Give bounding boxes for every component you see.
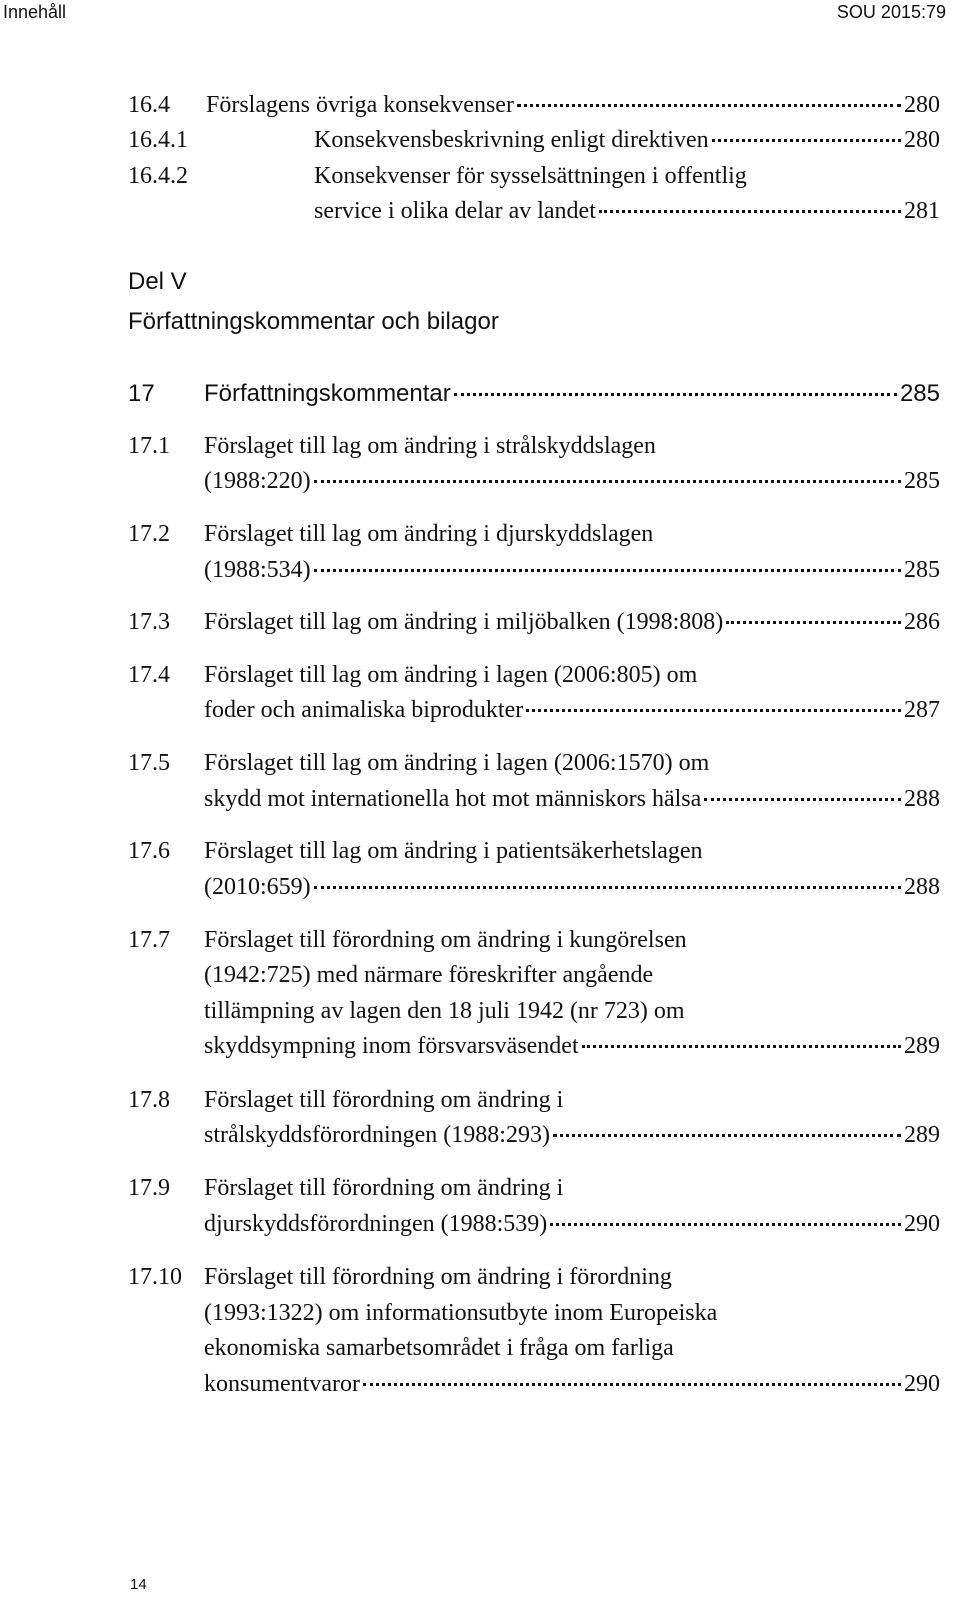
leader-dots — [599, 209, 901, 213]
leader-dots — [704, 797, 901, 801]
toc-page: 281 — [904, 198, 940, 224]
toc-title: tillämpning av lagen den 18 juli 1942 (nr 723) om — [204, 998, 685, 1024]
toc-chapter[interactable] — [128, 380, 940, 408]
toc-title: skydd mot internationella hot mot människors hälsa — [204, 786, 702, 812]
leader-dots — [553, 1133, 901, 1137]
toc-number: 17 — [128, 380, 155, 407]
toc-number: 17.1 — [128, 433, 170, 459]
toc-entry-continued[interactable] — [204, 1371, 940, 1398]
toc-entry[interactable] — [128, 609, 940, 636]
toc-number: 16.4.1 — [128, 127, 188, 153]
toc-page: 286 — [904, 609, 940, 635]
toc-entry[interactable] — [128, 163, 940, 190]
leader-dots — [526, 708, 901, 712]
toc-entry[interactable] — [128, 838, 940, 865]
toc-page: 288 — [904, 874, 940, 900]
toc-page: 289 — [904, 1033, 940, 1059]
toc-title: service i olika delar av landet — [314, 198, 596, 224]
toc-title: Förslaget till förordning om ändring i förordning — [204, 1264, 672, 1290]
toc-page: 290 — [904, 1211, 940, 1237]
toc-entry[interactable] — [128, 521, 940, 548]
leader-dots — [314, 885, 901, 889]
toc-title: (1993:1322) om informationsutbyte inom Europeiska — [204, 1300, 718, 1326]
toc-title: Förslaget till lag om ändring i patientsäkerhetslagen — [204, 838, 703, 864]
toc-page: 285 — [904, 557, 940, 583]
toc-entry-continued[interactable] — [204, 962, 940, 989]
toc-entry-continued[interactable] — [204, 1122, 940, 1149]
toc-entry[interactable] — [128, 433, 940, 460]
toc-entry[interactable] — [128, 662, 940, 689]
toc-entry[interactable] — [128, 1087, 940, 1114]
toc-entry[interactable] — [128, 127, 940, 154]
toc-title: foder och animaliska biprodukter — [204, 697, 524, 723]
toc-title: strålskyddsförordningen (1988:293) — [204, 1122, 550, 1148]
toc-number: 17.3 — [128, 609, 170, 635]
part-title: Författningskommentar och bilagor — [128, 308, 499, 335]
toc-entry-continued[interactable] — [204, 557, 940, 584]
toc-entry[interactable] — [128, 92, 940, 119]
part-label: Del V — [128, 268, 187, 295]
toc-title: (1988:534) — [204, 557, 311, 583]
leader-dots — [712, 138, 901, 142]
page-number: 14 — [130, 1576, 147, 1593]
toc-page: 280 — [904, 92, 940, 118]
toc-title: (1942:725) med närmare föreskrifter angående — [204, 962, 654, 988]
toc-page: 287 — [904, 697, 940, 723]
toc-title: (1988:220) — [204, 468, 311, 494]
toc-page: 285 — [899, 380, 940, 407]
toc-title: Förslaget till lag om ändring i lagen (2006:1570) om — [204, 750, 710, 776]
leader-dots — [582, 1044, 901, 1048]
toc-entry-continued[interactable] — [204, 1211, 940, 1238]
toc-number: 17.7 — [128, 927, 170, 953]
contents-link[interactable]: Innehåll — [3, 2, 67, 22]
toc-title: Förslaget till förordning om ändring i kungörelsen — [204, 927, 687, 953]
toc-title: Förslaget till lag om ändring i miljöbalken (1998:808) — [204, 609, 724, 635]
toc-number: 17.10 — [128, 1264, 182, 1290]
toc-entry-continued[interactable] — [314, 198, 940, 225]
toc-number: 16.4.2 — [128, 163, 188, 189]
toc-number: 17.9 — [128, 1175, 170, 1201]
toc-entry[interactable] — [128, 1264, 940, 1291]
leader-dots — [363, 1382, 901, 1386]
toc-entry-continued[interactable] — [204, 874, 940, 901]
toc-title: Förslaget till lag om ändring i djurskyddslagen — [204, 521, 654, 547]
toc-title: djurskyddsförordningen (1988:539) — [204, 1211, 548, 1237]
toc-entry-continued[interactable] — [204, 998, 940, 1025]
toc-page: 285 — [904, 468, 940, 494]
document-id: SOU 2015:79 — [836, 2, 946, 22]
toc-entry-continued[interactable] — [204, 1335, 940, 1362]
toc-number: 17.6 — [128, 838, 170, 864]
toc-page: 280 — [904, 127, 940, 153]
toc-title: (2010:659) — [204, 874, 311, 900]
leader-dots — [314, 479, 901, 483]
leader-dots — [454, 392, 897, 396]
leader-dots — [314, 568, 901, 572]
toc-title: skyddsympning inom försvarsväsendet — [204, 1033, 579, 1059]
toc-number: 17.4 — [128, 662, 170, 688]
leader-dots — [726, 620, 901, 624]
toc-entry-continued[interactable] — [204, 1033, 940, 1060]
toc-number: 16.4 — [128, 92, 170, 118]
toc-page: 288 — [904, 786, 940, 812]
toc-title: ekonomiska samarbetsområdet i fråga om farliga — [204, 1335, 674, 1361]
toc-title: Förslaget till lag om ändring i strålskyddslagen — [204, 433, 656, 459]
leader-dots — [550, 1222, 901, 1226]
toc-title: Författningskommentar — [204, 380, 451, 407]
toc-title: konsumentvaror — [204, 1371, 360, 1397]
toc-number: 17.2 — [128, 521, 170, 547]
toc-page: 289 — [904, 1122, 940, 1148]
toc-page: 290 — [904, 1371, 940, 1397]
toc-entry-continued[interactable] — [204, 697, 940, 724]
toc-entry[interactable] — [128, 927, 940, 954]
toc-number: 17.8 — [128, 1087, 170, 1113]
toc-entry-continued[interactable] — [204, 468, 940, 495]
toc-entry[interactable] — [128, 1175, 940, 1202]
toc-entry-continued[interactable] — [204, 1300, 940, 1327]
toc-title: Förslagens övriga konsekvenser — [206, 92, 514, 118]
toc-title: Förslaget till lag om ändring i lagen (2006:805) om — [204, 662, 698, 688]
toc-number: 17.5 — [128, 750, 170, 776]
toc-entry[interactable] — [128, 750, 940, 777]
toc-title: Förslaget till förordning om ändring i — [204, 1087, 564, 1113]
leader-dots — [517, 103, 901, 107]
toc-title: Förslaget till förordning om ändring i — [204, 1175, 564, 1201]
toc-title: Konsekvenser för sysselsättningen i offentlig — [314, 163, 747, 189]
toc-title: Konsekvensbeskrivning enligt direktiven — [314, 127, 709, 153]
toc-entry-continued[interactable] — [204, 786, 940, 813]
